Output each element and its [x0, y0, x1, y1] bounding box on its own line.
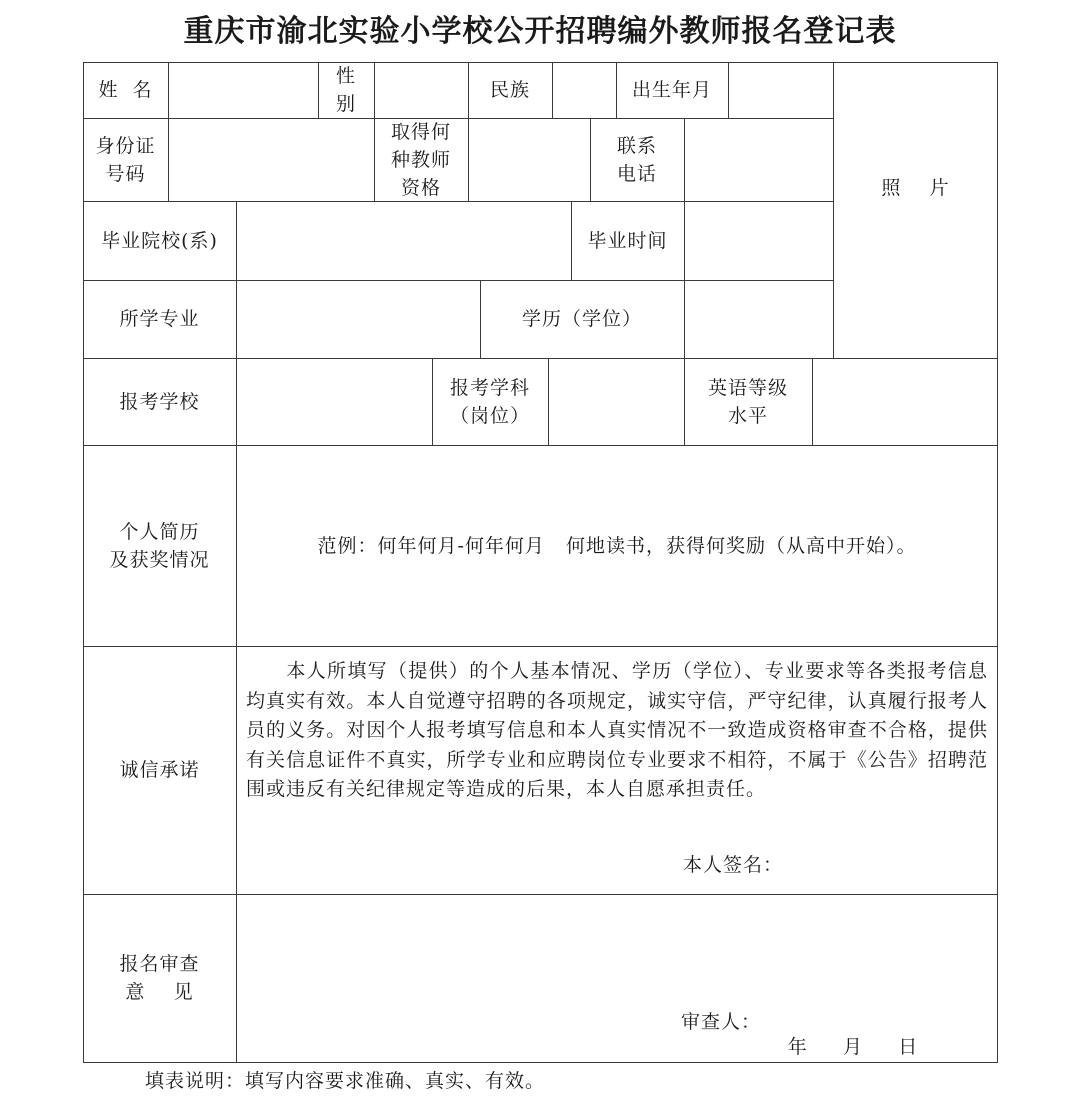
reviewer-label: 审查人：: [681, 1011, 762, 1033]
registration-form-table: [83, 62, 998, 1063]
id-number-label: 身份证 号码: [95, 134, 156, 185]
english-level-label: 英语等级 水平: [707, 376, 788, 427]
photo-label: 照 片: [881, 177, 950, 199]
resume-example: 范例：何年何月-何年何月 何地读书，获得何奖励（从高中开始）。: [317, 535, 917, 557]
resume-label: 个人简历 及获奖情况: [109, 520, 210, 571]
apply-school-field[interactable]: [237, 359, 432, 445]
birth-field[interactable]: [729, 63, 833, 118]
birth-label: 出生年月: [631, 79, 712, 101]
col-line: [997, 62, 998, 1063]
education-label: 学历（学位）: [521, 308, 642, 330]
gender-field[interactable]: [375, 63, 468, 118]
name-label: 姓 名: [98, 79, 153, 101]
photo-area[interactable]: [834, 63, 997, 313]
qualification-label: 取得何 种教师 资格: [390, 120, 451, 199]
ethnicity-field[interactable]: [553, 63, 616, 118]
education-field[interactable]: [685, 281, 833, 358]
apply-school-label: 报考学校: [119, 390, 200, 413]
apply-subject-field[interactable]: [549, 359, 684, 445]
name-field[interactable]: [169, 63, 318, 118]
commitment-text: 本人所填写（提供）的个人基本情况、学历（学位）、专业要求等各类报考信息均真实有效。本人自觉遵守招聘的各项规定，诚实守信，严守纪律，认真履行报考人员的义务。对因个人报考填写信息和本人真实情况不一致造成资格审查不合格，提供有关信息证件不真实，所学专业和应聘岗位专业要求不相符，不属于《公告》招聘范围或违反有关纪律规定等造成的后果，本人自愿承担责任。: [246, 660, 988, 801]
major-label: 所学专业: [119, 308, 200, 330]
id-number-field[interactable]: [169, 119, 374, 201]
graduated-school-field[interactable]: [237, 202, 571, 280]
row-line: [83, 1062, 998, 1063]
commitment-label: 诚信承诺: [119, 759, 200, 781]
ethnicity-label: 民族: [489, 79, 530, 101]
signature-label: 本人签名：: [683, 854, 784, 876]
qualification-field[interactable]: [469, 119, 590, 201]
phone-label: 联系 电话: [616, 134, 657, 185]
major-field[interactable]: [237, 281, 480, 358]
review-date: 年 月 日: [787, 1036, 919, 1058]
phone-field[interactable]: [685, 119, 833, 201]
form-title: 重庆市渝北实验小学校公开招聘编外教师报名登记表: [183, 14, 897, 49]
graduated-school-label: 毕业院校(系): [101, 229, 218, 252]
apply-subject-label: 报考学科 （岗位）: [449, 376, 530, 427]
form-footnote: 填表说明：填写内容要求准确、真实、有效。: [145, 1070, 546, 1092]
review-field[interactable]: [237, 895, 997, 1005]
gender-label: 性 别: [335, 65, 356, 115]
graduation-time-field[interactable]: [685, 202, 833, 280]
resume-field[interactable]: [237, 446, 997, 646]
english-level-field[interactable]: [813, 359, 997, 445]
graduation-time-label: 毕业时间: [587, 229, 668, 252]
review-label: 报名审查 意 见: [119, 953, 200, 1003]
signature-field[interactable]: [793, 850, 988, 880]
